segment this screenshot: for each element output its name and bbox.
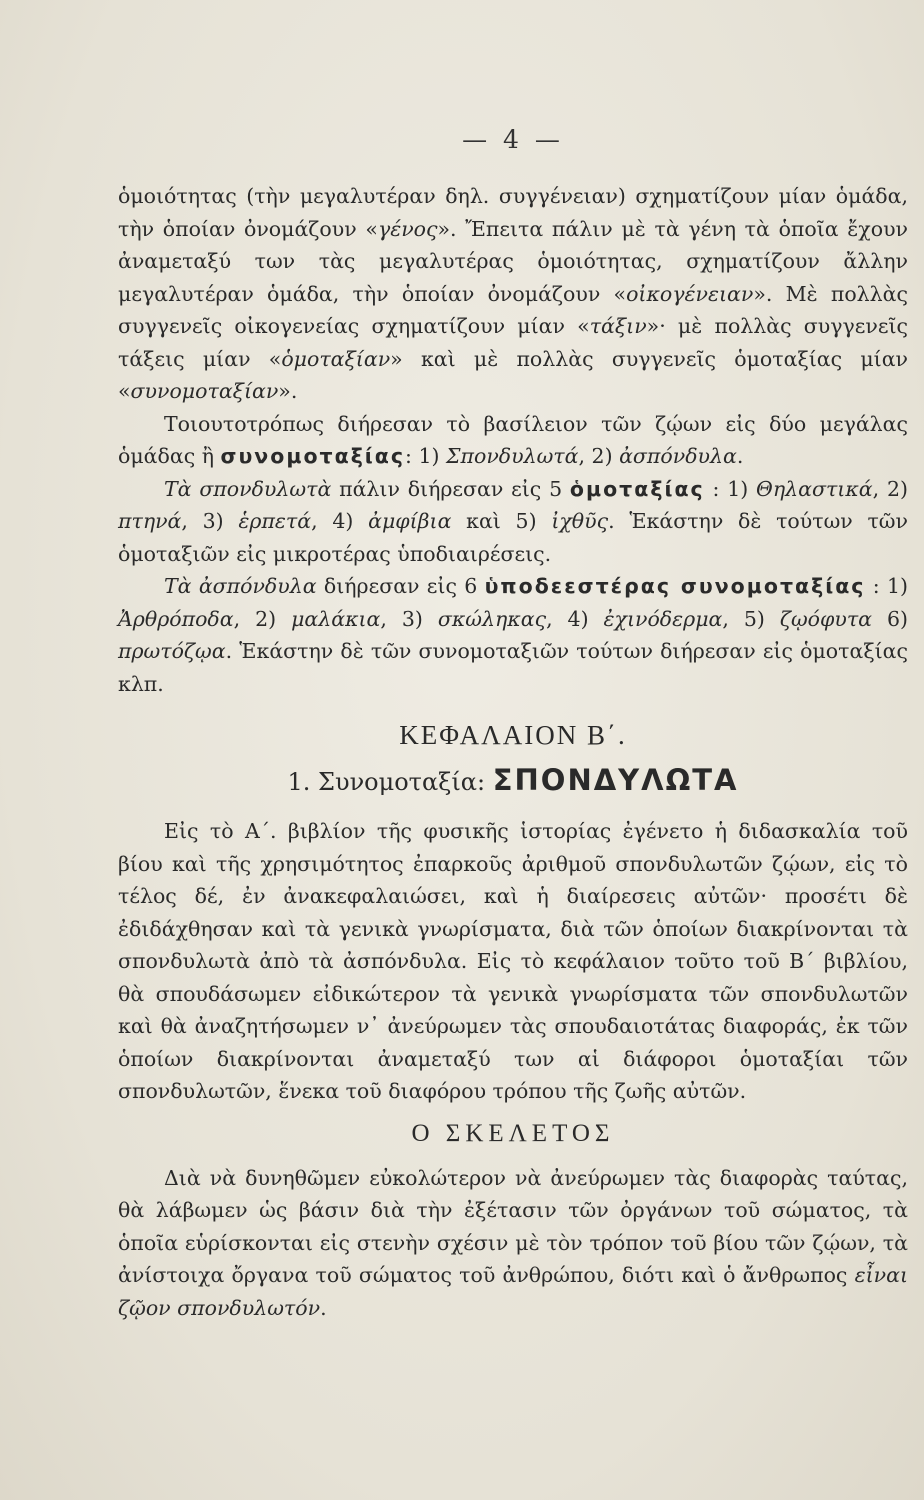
text: , 2)	[578, 444, 620, 468]
text: , 2)	[872, 476, 908, 501]
page-content	[118, 125, 908, 1324]
text: , 4)	[311, 509, 369, 533]
term-synomotaxias: συνομοταξίας	[220, 444, 406, 468]
paragraph-taxonomy-intro	[118, 180, 908, 408]
section-heading: Ο ΣΚΕΛΕΤΟΣ	[411, 1119, 615, 1147]
term-amfivia: ἀμφίβια	[368, 509, 452, 533]
text: : 1)	[704, 476, 757, 501]
term-echinoderma: ἐχινόδερμα	[603, 606, 723, 631]
term-ta-asponydla: Τὰ ἀσπόνδυλα	[164, 574, 317, 598]
paragraph-skeleton-intro	[118, 1162, 908, 1325]
text: » καὶ μὲ πολλὰς συγγενεῖς ὁμοταξίας μίαν «	[118, 346, 909, 403]
term-ypodeesteras-synomotaxias: ὑποδεεστέρας συνομοταξίας	[484, 574, 866, 598]
text: »· μὲ πολλὰς συγγενεῖς τάξεις μίαν «	[118, 314, 908, 371]
term-ta-spondylota: Τὰ σπονδυλωτὰ	[164, 476, 332, 501]
text: .	[320, 1295, 327, 1320]
text: ὁμοιότητας (τὴν μεγαλυτέραν δηλ. συγγένειαν) σχηματίζουν μίαν ὁμάδα, τὴν ὁποίαν ὀνομάζουν «	[118, 184, 908, 241]
text: : 1)	[865, 574, 908, 598]
text: : 1)	[405, 444, 447, 468]
term-spondylota: Σπονδυλωτά	[446, 444, 579, 468]
text: , 3)	[380, 606, 438, 631]
text: Τοιουτοτρόπως διήρεσαν τὸ βασίλειον τῶν ζῴων εἰς δύο μεγάλας ὁμάδας ἢ	[118, 411, 908, 468]
text: ».	[278, 379, 298, 403]
text: . Ἑκάστην δὲ τούτων τῶν ὁμοταξιῶν εἰς μικροτέρας ὑποδιαιρέσεις.	[118, 509, 908, 566]
subchapter-prefix: 1. Συνομοταξία:	[287, 768, 493, 796]
term-thilastika: Θηλαστικά	[756, 476, 873, 501]
term-ptina: πτηνά	[118, 509, 182, 533]
text: . Ἑκάστην δὲ τῶν συνομοταξιῶν τούτων διήρεσαν εἰς ὁμοταξίας κλπ.	[118, 639, 908, 696]
term-arthropoda: Ἀρθρόποδα	[118, 606, 234, 631]
term-taxis: τάξιν	[589, 314, 647, 338]
paragraph-vertebrates-overview: Εἰς τὸ Α΄. βιβλίον τῆς φυσικῆς ἱστορίας ἐγένετο ἡ διδασκαλία τοῦ βίου καὶ τῆς χρησιμότητος ἐπαρκοῦς ἀριθμοῦ σπονδυλωτῶν ζῴων, εἰς τὸ τέλος δέ, ἐν ἀνακεφαλαιώσει, καὶ ἡ διαίρεσεις αὐτῶν· προσέτι δὲ ἐδιδάχθησαν καὶ τὰ γενικὰ γνωρίσματα, διὰ τῶν ὁποίων διακρίνονται τὰ σπονδυλωτὰ ἀπὸ τὰ ἀσπόνδυλα. Εἰς τὸ κεφάλαιον τοῦτο τοῦ Β΄ βιβλίου, θὰ σπουδάσωμεν εἰδικώτερον τὰ γενικὰ γνωρίσματα τῶν σπονδυλωτῶν καὶ θὰ ἀναζητήσωμεν ν᾿ ἀνεύρωμεν τὰς σπουδαιοτάτας διαφοράς, ἐκ τῶν ὁποίων διακρίνονται ἀναμεταξύ των αἱ διάφοροι ὁμοταξίαι τῶν σπονδυλωτῶν, ἕνεκα τοῦ διαφόρου τρόπου τῆς ζωῆς αὐτῶν.	[118, 819, 908, 1103]
subchapter-caps: ΣΠΟΝΔΥΛΩΤΑ	[492, 763, 739, 797]
term-zoon-spondylotov: εἶναι ζῷον σπονδυλωτόν	[118, 1263, 908, 1320]
term-synomotaxia: συνομοταξίαν	[130, 379, 279, 403]
term-malakia: μαλάκια	[291, 606, 381, 631]
paragraph-kingdom-division	[118, 408, 908, 473]
term-genos: γένος	[377, 216, 438, 241]
text: , 4)	[546, 606, 604, 631]
term-protozoa: πρωτόζῳα	[118, 639, 226, 663]
term-oikogeneia: οἰκογένειαν	[626, 281, 754, 306]
paragraph-vertebrate-classes	[118, 473, 908, 571]
text: ». Μὲ πολλὰς συγγενεῖς οἰκογενείας σχηματίζουν μίαν «	[118, 281, 908, 338]
subchapter-heading	[118, 763, 908, 797]
term-omotaxias: ὁμοταξίας	[569, 476, 705, 501]
text: 6)	[872, 606, 908, 631]
page-number: — 4 —	[462, 125, 564, 154]
term-omotaxia: ὁμοταξίαν	[281, 346, 391, 371]
chapter-heading: ΚΕΦΑΛΑΙΟΝ Β΄.	[399, 720, 627, 750]
term-ichthys: ἰχθῦς	[551, 509, 609, 533]
term-erpeta: ἑρπετά	[238, 509, 312, 533]
text: διήρεσαν εἰς 6	[316, 574, 485, 598]
text: καὶ 5)	[451, 509, 552, 533]
text: .	[736, 444, 744, 468]
text: πάλιν διήρεσαν εἰς 5	[331, 476, 570, 501]
text: ». Ἔπειτα πάλιν μὲ τὰ γένη τὰ ὁποῖα ἔχουν ἀναμεταξύ των τὰς μεγαλυτέρας ὁμοιότητας, σχηματίζουν ἄλλην μεγαλυτέραν ὁμάδα, τὴν ὁποίαν ὀνομάζουν «	[118, 216, 908, 306]
text: Διὰ νὰ δυνηθῶμεν εὐκολώτερον νὰ ἀνεύρωμεν τὰς διαφορὰς ταύτας, θὰ λάβωμεν ὡς βάσιν διὰ τὴν ἐξέτασιν τῶν ὀργάνων τοῦ σώματος, τὰ ὁποῖα εὑρίσκονται εἰς στενὴν σχέσιν μὲ τὸν τρόπον τοῦ βίου τῶν ζῴων, τὰ ἀνίστοιχα ὄργανα τοῦ σώματος τοῦ ἀνθρώπου, διότι καὶ ὁ ἄνθρωπος	[118, 1165, 908, 1287]
text: , 5)	[722, 606, 780, 631]
term-skolikas: σκώληκας	[437, 606, 547, 631]
term-asponydla: ἀσπόνδυλα	[619, 444, 737, 468]
term-zoofyta: ζῳόφυτα	[779, 606, 872, 631]
paragraph-invertebrate-phyla	[118, 570, 908, 700]
text: , 2)	[233, 606, 292, 631]
text: , 3)	[181, 509, 239, 533]
